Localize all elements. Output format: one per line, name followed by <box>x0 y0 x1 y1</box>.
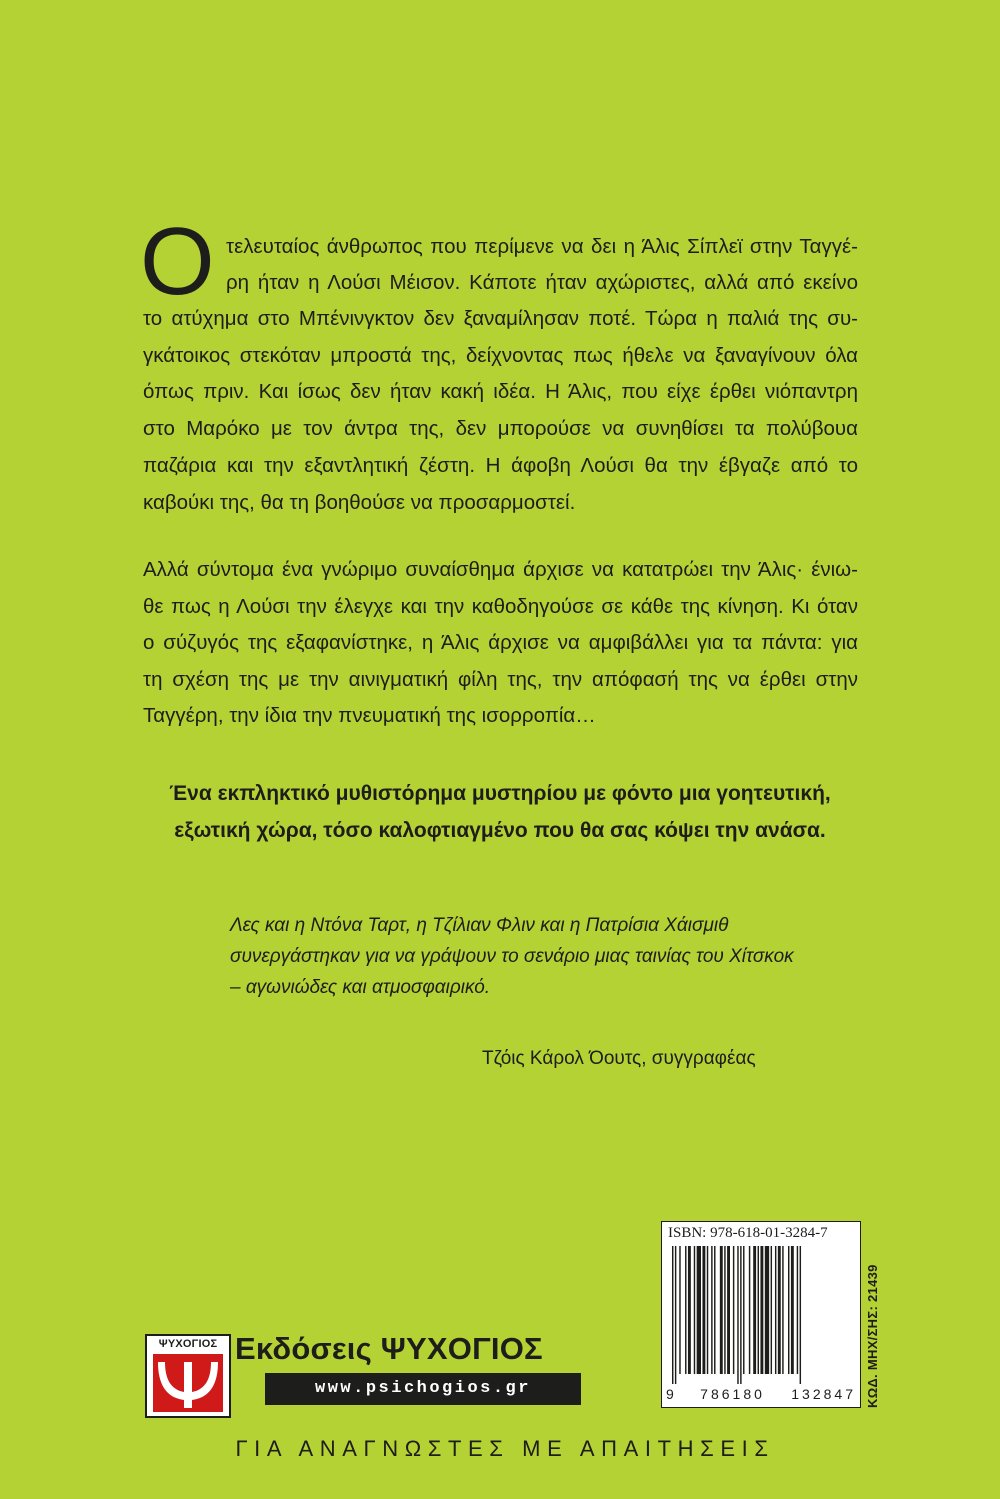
quote-line: συνεργάστηκαν για να γράψουν το σενάριο μιας ταινίας του Χίτσκοκ <box>230 946 794 967</box>
barcode-bar <box>753 1246 756 1374</box>
barcode-bar <box>714 1246 715 1374</box>
barcode-bar <box>720 1246 723 1374</box>
publisher-name: Εκδόσεις ΨΥΧΟΓΙΟΣ <box>235 1331 543 1366</box>
slogan: ΓΙΑ ΑΝΑΓΝΩΣΤΕΣ ΜΕ ΑΠΑΙΤΗΣΕΙΣ <box>235 1436 775 1461</box>
barcode-bar <box>702 1246 705 1374</box>
barcode-bar <box>727 1246 730 1374</box>
barcode-bar <box>737 1246 738 1384</box>
tagline <box>130 775 870 849</box>
quote-line: Λες και η Ντόνα Ταρτ, η Τζίλιαν Φλιν και η Πατρίσια Χάισμιθ <box>230 915 729 936</box>
barcode-bar <box>707 1246 708 1374</box>
barcode-bar <box>711 1246 712 1374</box>
text-line: τελευταίος άνθρωπος που περίμενε να δει η Άλις Σίπλεϊ στην Ταγγέ- <box>226 235 858 258</box>
barcode-bar <box>740 1246 741 1384</box>
barcode-bar <box>675 1246 676 1384</box>
drop-cap: Ο <box>140 208 215 315</box>
barcode-bar <box>685 1246 686 1374</box>
barcode-bar <box>797 1246 798 1374</box>
barcode-icon <box>668 1246 854 1384</box>
barcode-bar <box>749 1246 750 1374</box>
barcode-bar <box>800 1246 801 1384</box>
barcode-bar <box>765 1246 769 1374</box>
barcode-bar <box>672 1246 673 1384</box>
barcode-bar <box>694 1246 695 1374</box>
text-line: τη σχέση της με την αινιγματική φίλη της, την απόφασή της να έρθει στην <box>143 667 858 691</box>
barcode-bar <box>775 1246 776 1374</box>
barcode-bar <box>760 1246 763 1374</box>
paragraph-1-body <box>143 301 858 521</box>
barcode-bar <box>791 1246 794 1374</box>
paragraph-2 <box>143 552 858 735</box>
ean-first-digit: 9 <box>666 1386 674 1402</box>
barcode-block <box>661 1221 861 1408</box>
tagline-line: εξωτική χώρα, τόσο καλοφτιαγμένο που θα σας κόψει την ανάσα. <box>174 819 826 842</box>
text-line: θε πως η Λούσι την έλεγχε και την καθοδηγούσε σε κάθε της κίνηση. Κι όταν <box>143 594 858 618</box>
tagline-line: Ένα εκπληκτικό μυθιστόρημα μυστηρίου με φόντο μια γοητευτική, <box>169 782 831 805</box>
paragraph-1-intro <box>226 229 858 301</box>
barcode-bar <box>733 1246 734 1374</box>
barcode-bar <box>743 1246 744 1374</box>
ean-digits <box>666 1386 856 1402</box>
product-code: ΚΩΔ. ΜΗΧ/ΣΗΣ: 21439 <box>865 1264 880 1408</box>
publisher-logo-label: ΨΥΧΟΓΙΟΣ <box>158 1338 218 1350</box>
psi-glyph <box>153 1354 223 1412</box>
text-line: Αλλά σύντομα ένα γνώριμο συναίσθημα άρχισε να κατατρώει την Άλις· ένιω- <box>143 558 858 581</box>
text-line: γκάτοικος στεκόταν μπροστά της, δείχνοντας πως ήθελε να ξαναγίνουν όλα <box>143 343 858 367</box>
publisher-logo <box>145 1334 231 1418</box>
text-line: όπως πριν. Και ίσως δεν ήταν κακή ιδέα. Η Άλις, που είχε έρθει νιόπαντρη <box>143 380 858 404</box>
ean-right-group: 132847 <box>791 1386 856 1402</box>
isbn-label: ISBN: 978-618-01-3284-7 <box>668 1225 828 1241</box>
text-line: καβούκι της, θα τη βοηθούσε να προσαρμοστεί. <box>143 490 576 514</box>
ean-left-group: 786180 <box>700 1386 765 1402</box>
barcode-bar <box>788 1246 789 1374</box>
barcode-bar <box>724 1246 725 1374</box>
text-line: στο Μαρόκο με τον άντρα της, δεν μπορούσε να συνηθίσει τα πολύβουα <box>143 417 858 441</box>
barcode-bar <box>771 1246 772 1374</box>
text-line: παζάρια και την εξαντλητική ζέστη. Η άφοβη Λούσι θα την έβγαζε από το <box>143 453 858 477</box>
publisher-url: www.psichogios.gr <box>265 1373 581 1405</box>
text-line: Ταγγέρη, την ίδια την πνευματική της ισορροπία… <box>143 704 596 727</box>
text-line: το ατύχημα στο Μπένινγκτον δεν ξαναμίλησαν ποτέ. Τώρα η παλιά της συ- <box>143 307 858 330</box>
barcode-bar <box>697 1246 701 1374</box>
text-line: ο σύζυγός της εξαφανίστηκε, η Άλις άρχισε να αμφιβάλλει για τα πάντα: για <box>143 631 858 654</box>
text-line: ρη ήταν η Λούσι Μέισον. Κάποτε ήταν αχώριστες, αλλά από εκείνο <box>226 271 858 294</box>
barcode-bar <box>688 1246 691 1374</box>
barcode-bar <box>778 1246 781 1374</box>
barcode-bar <box>679 1246 680 1374</box>
psi-icon <box>153 1354 223 1412</box>
barcode-bar <box>758 1246 759 1374</box>
review-quote <box>230 910 830 1003</box>
quote-author: Τζόις Κάρολ Όουτς, συγγραφέας <box>482 1048 756 1069</box>
barcode-bar <box>782 1246 783 1374</box>
quote-line: – αγωνιώδες και ατμοσφαιρικό. <box>230 977 491 998</box>
